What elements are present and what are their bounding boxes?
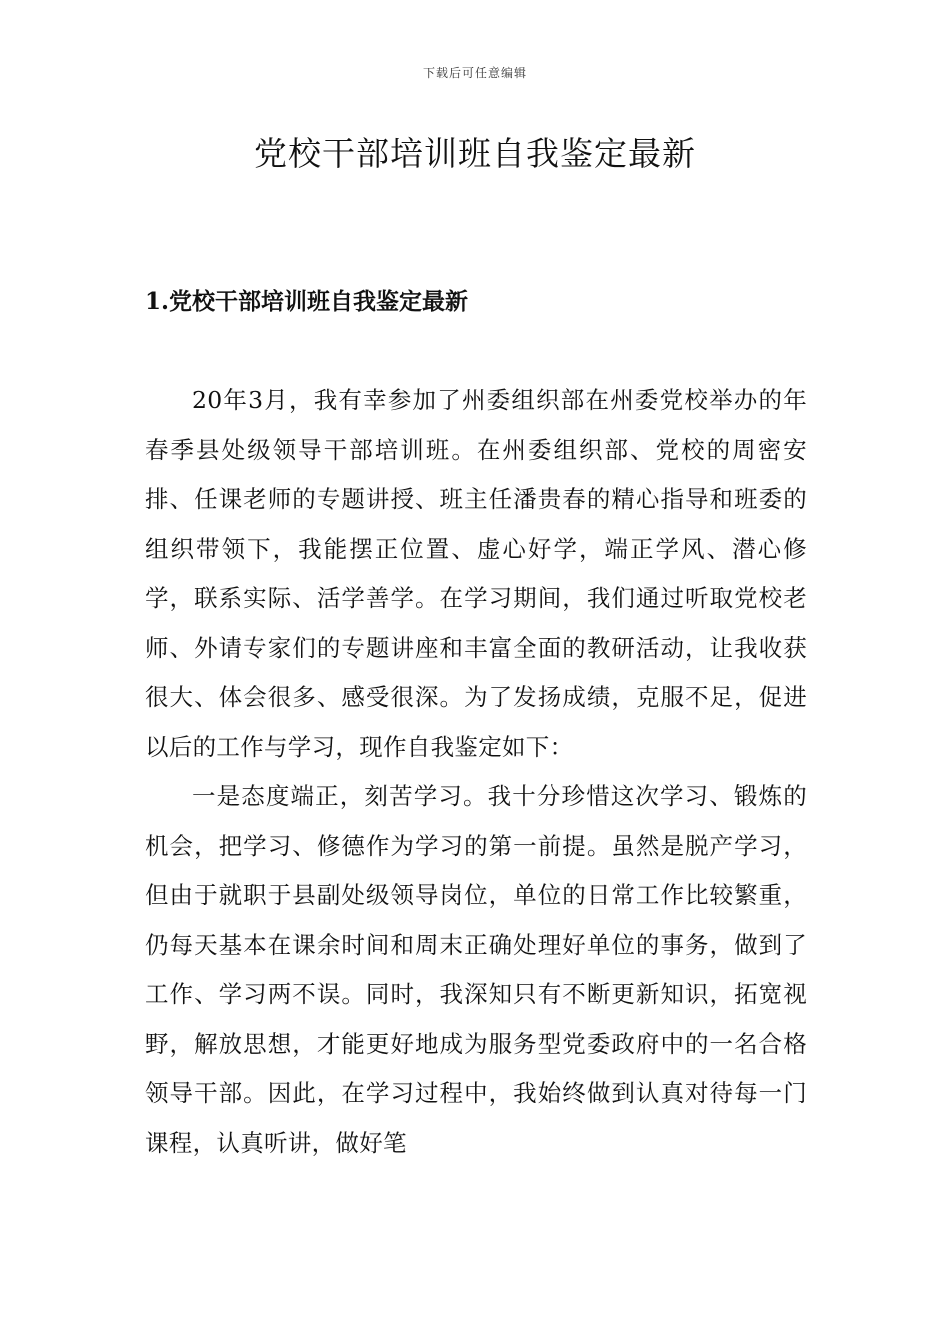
header-note: 下载后可任意编辑 bbox=[422, 66, 527, 80]
paragraph-intro: 20年3月，我有幸参加了州委组织部在州委党校举办的年春季县处级领导干部培训班。在州委组织部、党校的周密安排、任课老师的专题讲授、班主任潘贵春的精心指导和班委的组织带领下，我能摆正位置、虚心好学，端正学风、潜心修学，联系实际、活学善学。在学习期间，我们通过听取党校老师、外请专家们的专题讲座和丰富全面的教研活动，让我收获很大、体会很多、感受很深。为了发扬成绩，克服不足，促进以后的工作与学习，现作自我鉴定如下： bbox=[145, 386, 807, 761]
body-text bbox=[145, 376, 807, 1168]
document-title: 党校干部培训班自我鉴定最新 bbox=[254, 134, 696, 173]
paragraph-point-one: 一是态度端正，刻苦学习。我十分珍惜这次学习、锻炼的机会，把学习、修德作为学习的第一前提。虽然是脱产学习，但由于就职于县副处级领导岗位，单位的日常工作比较繁重，仍每天基本在课余时间和周末正确处理好单位的事务，做到了工作、学习两不误。同时，我深知只有不断更新知识，拓宽视野，解放思想，才能更好地成为服务型党委政府中的一名合格领导干部。因此，在学习过程中，我始终做到认真对待每一门课程，认真听讲，做好笔 bbox=[145, 782, 807, 1157]
section-heading: 1.党校干部培训班自我鉴定最新 bbox=[145, 288, 469, 315]
